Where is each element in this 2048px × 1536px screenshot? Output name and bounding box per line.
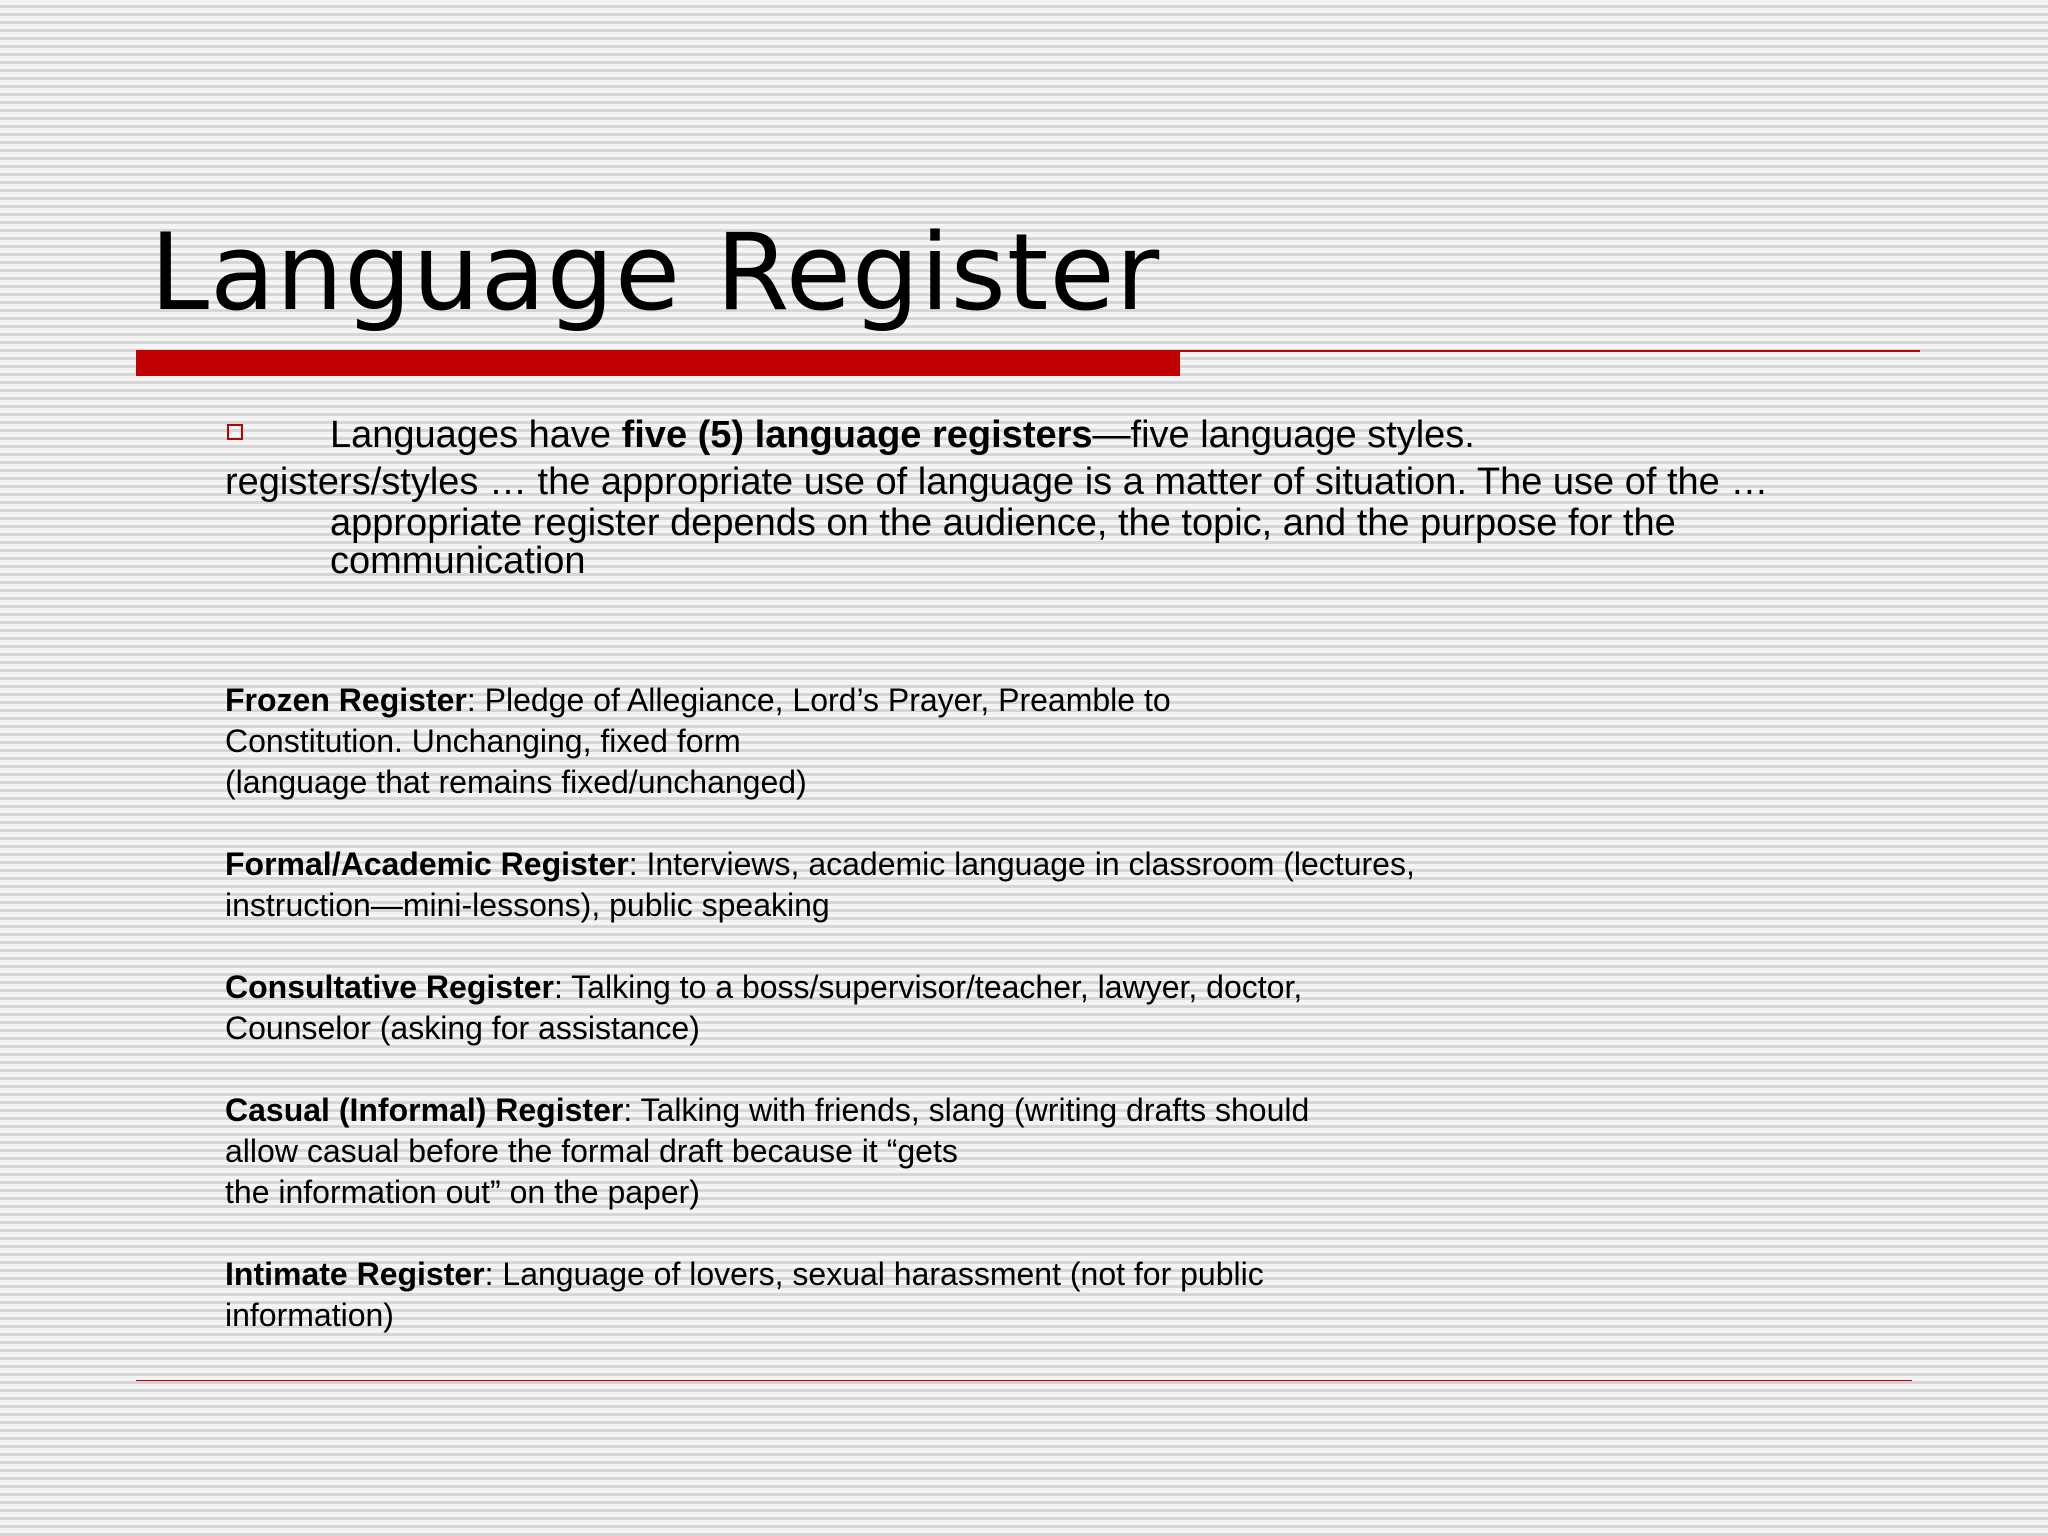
- register-list: [225, 680, 1525, 1377]
- hollow-square-bullet-icon: [227, 424, 243, 440]
- register-line: [225, 967, 1525, 1008]
- register-description: : Talking to a boss/supervisor/teacher, lawyer, doctor,: [553, 969, 1303, 1005]
- intro-prefix: Languages have: [330, 414, 622, 456]
- register-name: Casual (Informal) Register: [225, 1092, 624, 1128]
- register-description: : Talking with friends, slang (writing drafts should: [623, 1092, 1310, 1128]
- intro-third-line: appropriate register depends on the audience, the topic, and the purpose for the communication: [330, 502, 1676, 582]
- intro-bold: five (5) language registers: [621, 414, 1093, 456]
- register-consultative: [225, 967, 1525, 1049]
- register-line: [225, 1090, 1525, 1131]
- register-description: : Language of lovers, sexual harassment (not for public: [484, 1256, 1264, 1292]
- register-intimate: [225, 1254, 1525, 1336]
- register-casual: [225, 1090, 1525, 1213]
- register-line: the information out” on the paper): [225, 1174, 700, 1210]
- register-description: : Interviews, academic language in classroom (lectures,: [628, 846, 1415, 882]
- register-line: [225, 1254, 1525, 1295]
- intro-first-line: [225, 410, 1865, 460]
- register-line: [225, 844, 1525, 885]
- intro-suffix: —five language styles.: [1092, 414, 1475, 456]
- register-line: [225, 680, 1525, 721]
- register-line: information): [225, 1297, 394, 1333]
- register-name: Intimate Register: [225, 1256, 485, 1292]
- register-frozen: [225, 680, 1525, 803]
- intro-bullet: [225, 410, 1865, 580]
- register-name: Consultative Register: [225, 969, 554, 1005]
- register-name: Frozen Register: [225, 682, 467, 718]
- register-name: Formal/Academic Register: [225, 846, 629, 882]
- register-formal-academic: [225, 844, 1525, 926]
- register-line: (language that remains fixed/unchanged): [225, 764, 807, 800]
- register-line: allow casual before the formal draft because it “gets: [225, 1133, 958, 1169]
- title-underline-thin: [1180, 350, 1920, 352]
- register-description: : Pledge of Allegiance, Lord’s Prayer, Preamble to: [466, 682, 1171, 718]
- intro-second-line: registers/styles … the appropriate use of language is a matter of situation. The use of the …: [225, 461, 1769, 503]
- register-line: Counselor (asking for assistance): [225, 1010, 700, 1046]
- register-line: Constitution. Unchanging, fixed form: [225, 723, 741, 759]
- register-line: instruction—mini-lessons), public speaking: [225, 887, 830, 923]
- slide-title: Language Register: [150, 211, 1161, 334]
- footer-divider: [136, 1380, 1912, 1381]
- title-underline-bar: [136, 350, 1180, 376]
